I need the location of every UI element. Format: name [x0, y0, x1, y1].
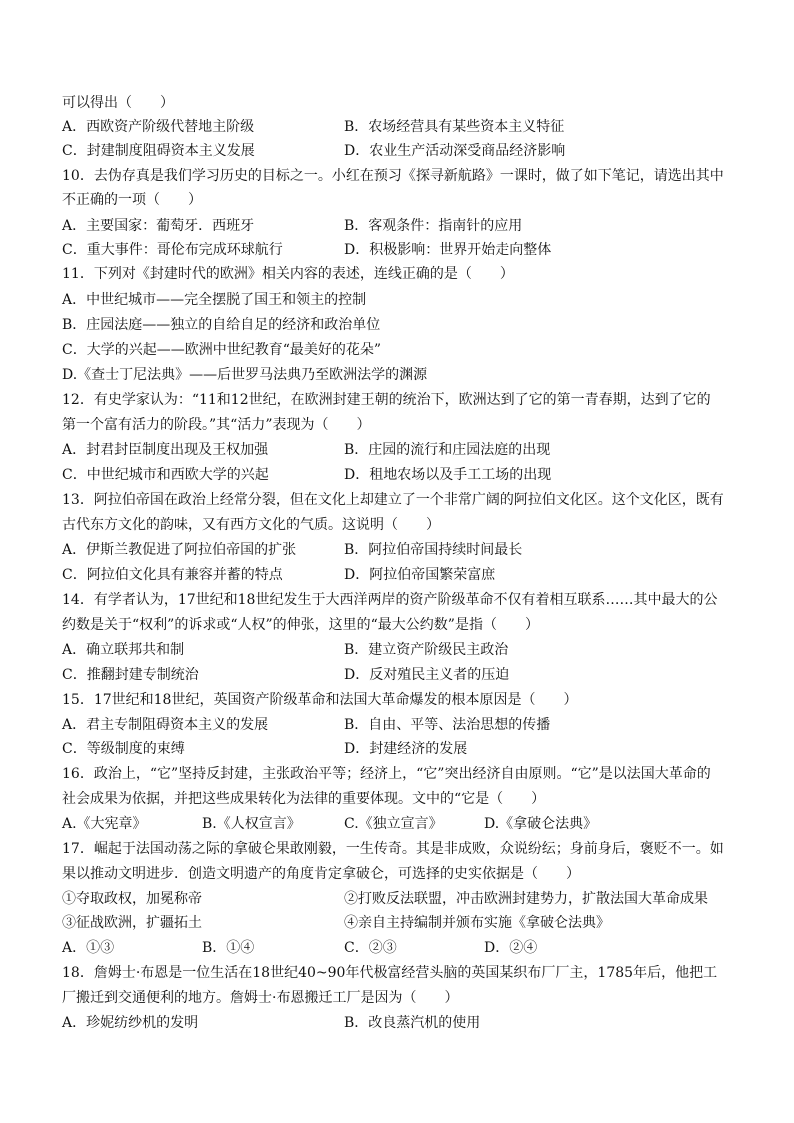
q14-stem-line2: 约数是关于“权利”的诉求或“人权”的伸张，这里的“最大公约数”是指（ ）: [62, 617, 539, 633]
q17-item-4: ④亲自主持编制并颁布实施《拿破仑法典》: [344, 915, 610, 931]
q11-option-b: B．庄园法庭——独立的自给自足的经济和政治单位: [62, 317, 381, 333]
q17-option-d: D．②④: [484, 940, 538, 956]
q12-option-d: D．租地农场以及手工工场的出现: [344, 467, 552, 483]
q17-stem-line1: 17．崛起于法国动荡之际的拿破仑果敢刚毅，一生传奇。其是非成败，众说纷纭；身前身后，褒贬不一。如: [62, 841, 724, 857]
q14-option-a: A．确立联邦共和制: [62, 642, 185, 658]
q18-stem-line1: 18．詹姆士·布恩是一位生活在18世纪40~90年代极富经营头脑的英国某织布厂厂主，1785年后，他把工: [62, 965, 718, 981]
q13-option-d: D．阿拉伯帝国繁荣富庶: [344, 567, 496, 583]
q16-option-a: A.《大宪章》: [62, 816, 147, 832]
q17-option-b: B．①④: [202, 940, 255, 956]
q13-option-b: B．阿拉伯帝国持续时间最长: [344, 542, 523, 558]
q9-option-a: A．西欧资产阶级代替地主阶级: [62, 119, 255, 135]
q17-option-c: C．②③: [344, 940, 397, 956]
q14-stem-line1: 14．有学者认为，17世纪和18世纪发生于大西洋两岸的资产阶级革命不仅有着相互联系……其中最大的公: [62, 592, 718, 608]
q12-option-a: A．封君封臣制度出现及王权加强: [62, 442, 269, 458]
q18-option-a: A．珍妮纺纱机的发明: [62, 1015, 199, 1031]
q9-option-c: C．封建制度阻碍资本主义发展: [62, 143, 255, 159]
q18-option-b: B．改良蒸汽机的使用: [344, 1015, 481, 1031]
q10-stem-line1: 10．去伪存真是我们学习历史的目标之一。小红在预习《探寻新航路》一课时，做了如下笔记，请选出其中: [62, 168, 724, 184]
q17-item-2: ②打败反法联盟，冲击欧洲封建势力，扩散法国大革命成果: [344, 891, 708, 907]
q9-stem-tail: 可以得出（ ）: [62, 95, 174, 111]
q11-option-d: D.《查士丁尼法典》——后世罗马法典乃至欧洲法学的渊源: [62, 367, 428, 383]
q14-option-c: C．推翻封建专制统治: [62, 667, 199, 683]
q15-option-c: C．等级制度的束缚: [62, 741, 185, 757]
q13-stem-line2: 古代东方文化的韵味，又有西方文化的气质。这说明（ ）: [62, 517, 440, 533]
q15-stem: 15．17世纪和18世纪，英国资产阶级革命和法国大革命爆发的根本原因是（ ）: [62, 692, 578, 708]
q14-option-b: B．建立资产阶级民主政治: [344, 642, 509, 658]
q18-stem-line2: 厂搬迁到交通便利的地方。詹姆士·布恩搬迁工厂是因为（ ）: [62, 990, 459, 1006]
q11-option-a: A．中世纪城市——完全摆脱了国王和领主的控制: [62, 292, 367, 308]
q10-option-d: D．积极影响：世界开始走向整体: [344, 242, 552, 258]
q17-item-1: ①夺取政权，加冕称帝: [62, 891, 202, 907]
q17-stem-line2: 果以推动文明进步．创造文明遗产的角度肯定拿破仑，可选择的史实依据是（ ）: [62, 866, 580, 882]
q10-stem-line2: 不正确的一项（ ）: [62, 192, 202, 208]
q15-option-b: B．自由、平等、法治思想的传播: [344, 717, 551, 733]
q15-option-a: A．君主专制阻碍资本主义的发展: [62, 717, 269, 733]
q10-option-a: A．主要国家：葡萄牙．西班牙: [62, 218, 255, 234]
q14-option-d: D．反对殖民主义者的压迫: [344, 667, 510, 683]
q11-stem: 11．下列对《封建时代的欧洲》相关内容的表述，连线正确的是（ ）: [62, 266, 514, 282]
q9-option-b: B．农场经营具有某些资本主义特征: [344, 119, 565, 135]
q10-option-c: C．重大事件：哥伦布完成环球航行: [62, 242, 283, 258]
q16-stem-line2: 社会成果为依据，并把这些成果转化为法律的重要体现。文中的“它是（ ）: [62, 791, 546, 807]
q12-option-b: B．庄园的流行和庄园法庭的出现: [344, 442, 551, 458]
q16-option-d: D.《拿破仑法典》: [484, 816, 598, 832]
q13-stem-line1: 13．阿拉伯帝国在政治上经常分裂，但在文化上却建立了一个非常广阔的阿拉伯文化区。这个文化区，既有: [62, 492, 724, 508]
q12-option-c: C．中世纪城市和西欧大学的兴起: [62, 467, 269, 483]
q16-option-c: C.《独立宣言》: [344, 816, 443, 832]
q16-option-b: B.《人权宣言》: [202, 816, 301, 832]
q15-option-d: D．封建经济的发展: [344, 741, 468, 757]
q10-option-b: B．客观条件：指南针的应用: [344, 218, 523, 234]
q17-item-3: ③征战欧洲，扩疆拓土: [62, 915, 202, 931]
q17-option-a: A．①③: [62, 940, 115, 956]
q13-option-a: A．伊斯兰教促进了阿拉伯帝国的扩张: [62, 542, 297, 558]
q9-option-d: D．农业生产活动深受商品经济影响: [344, 143, 566, 159]
q16-stem-line1: 16．政治上，“它”坚持反封建，主张政治平等；经济上，“它”突出经济自由原则。“它”是以法国大革命的: [62, 766, 711, 782]
q13-option-c: C．阿拉伯文化具有兼容并蓄的特点: [62, 567, 283, 583]
q12-stem-line2: 第一个富有活力的阶段。”其“活力”表现为（ ）: [62, 417, 371, 433]
q11-option-c: C．大学的兴起——欧洲中世纪教育“最美好的花朵”: [62, 342, 382, 358]
q12-stem-line1: 12．有史学家认为：“11和12世纪，在欧洲封建王朝的统治下，欧洲达到了它的第一青春期，达到了它的: [62, 392, 711, 408]
